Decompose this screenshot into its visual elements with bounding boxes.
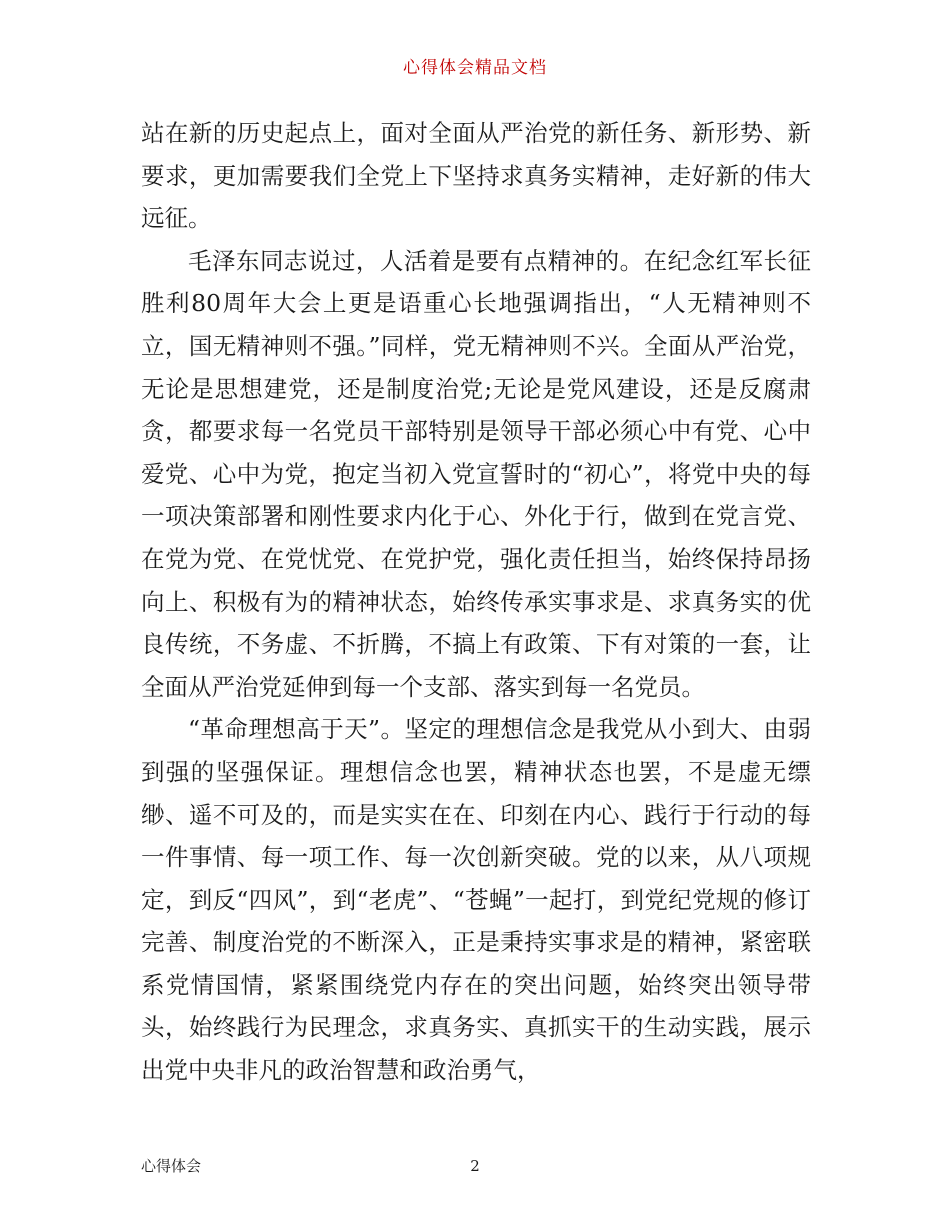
page-number: 2 [470, 1157, 480, 1175]
document-body [141, 112, 811, 1092]
paragraph-1: 站在新的历史起点上，面对全面从严治党的新任务、新形势、新要求，更加需要我们全党上下坚持求真务实精神，走好新的伟大远征。 [141, 119, 811, 233]
paragraph-2: 毛泽东同志说过，人活着是要有点精神的。在纪念红军长征胜利80周年大会上更是语重心长地强调指出，“人无精神则不立，国无精神则不强。”同样，党无精神则不兴。全面从严治党，无论是思想建党，还是制度治党;无论是党风建设，还是反腐肃贪，都要求每一名党员干部特别是领导干部必须心中有党、心中爱党、心中为党，抱定当初入党宣誓时的“初心”，将党中央的每一项决策部署和刚性要求内化于心、外化于行，做到在党言党、在党为党、在党忧党、在党护党，强化责任担当，始终保持昂扬向上、积极有为的精神状态，始终传承实事求是、求真务实的优良传统，不务虚、不折腾，不搞上有政策、下有对策的一套，让全面从严治党延伸到每一个支部、落实到每一名党员。 [141, 246, 811, 701]
paragraph-3: “革命理想高于天”。坚定的理想信念是我党从小到大、由弱到强的坚强保证。理想信念也罢，精神状态也罢，不是虚无缥缈、遥不可及的，而是实实在在、印刻在内心、践行于行动的每一件事情、每一项工作、每一次创新突破。党的以来，从八项规定，到反“四风”，到“老虎”、“苍蝇”一起打，到党纪党规的修订完善、制度治党的不断深入，正是秉持实事求是的精神，紧密联系党情国情，紧紧围绕党内存在的突出问题，始终突出领导带头，始终践行为民理念，求真务实、真抓实干的生动实践，展示出党中央非凡的政治智慧和政治勇气， [141, 715, 811, 1085]
footer-label: 心得体会 [141, 1157, 202, 1175]
header-title: 心得体会精品文档 [403, 58, 547, 78]
